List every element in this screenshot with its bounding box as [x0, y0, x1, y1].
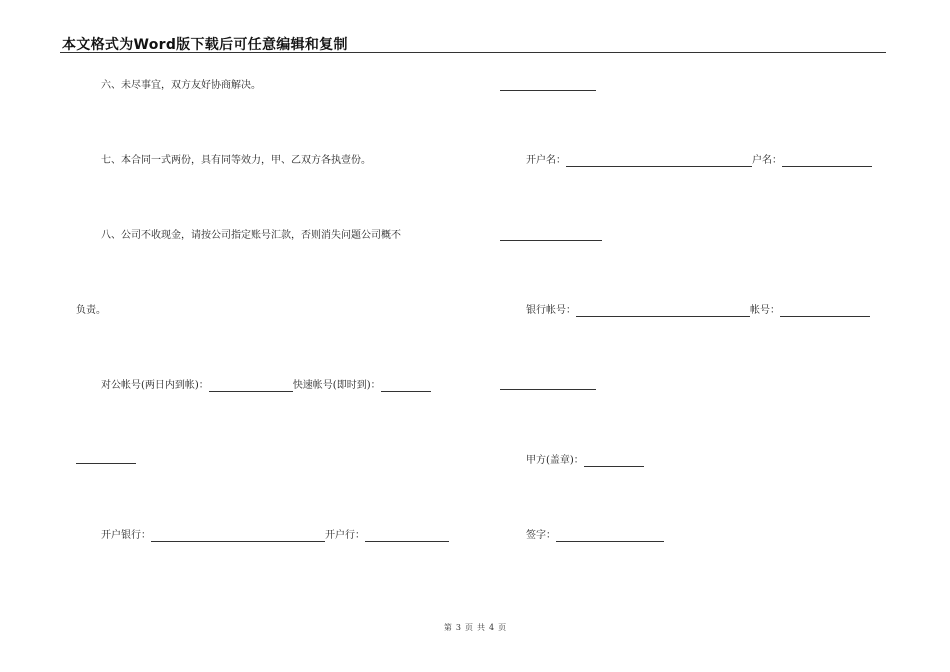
document-header-title: 本文格式为Word版下载后可任意编辑和复制: [62, 37, 348, 53]
account-name-label: 开户名：: [526, 155, 566, 166]
account-name-field[interactable]: [566, 156, 752, 167]
opening-bank-field[interactable]: [151, 531, 325, 542]
clause-7: [101, 155, 371, 167]
opening-branch-label: 开户行：: [325, 530, 365, 541]
bank-account-label: 银行帐号：: [526, 305, 576, 316]
account-no-label: 帐号：: [750, 305, 780, 316]
clause-7-text: 七、本合同一式两份，具有同等效力，甲、乙双方各执壹份。: [101, 155, 371, 166]
page-footer: [0, 622, 950, 633]
clause-8-line-2: [76, 305, 106, 317]
express-account-continuation-field[interactable]: [76, 463, 136, 464]
footer-total-prefix: 共: [477, 623, 485, 632]
bank-account-line: [526, 305, 870, 317]
corporate-account-field[interactable]: [209, 381, 293, 392]
holder-name-field[interactable]: [782, 156, 872, 167]
bank-account-field[interactable]: [576, 306, 750, 317]
express-account-field[interactable]: [381, 381, 431, 392]
account-no-continuation-field[interactable]: [500, 389, 596, 390]
signature-line: [526, 530, 664, 542]
clause-6-text: 六、未尽事宜，双方友好协商解决。: [101, 80, 261, 91]
holder-name-label: 户名：: [752, 155, 782, 166]
account-no-field[interactable]: [780, 306, 870, 317]
footer-prefix: 第: [443, 623, 452, 632]
bank-line: [101, 530, 449, 542]
clause-8-line-1: [101, 230, 401, 242]
party-a-seal-field[interactable]: [584, 456, 644, 467]
clause-8-text-1: 八、公司不收现金，请按公司指定账号汇款，否则消失问题公司概不: [101, 230, 401, 241]
footer-suffix: 页: [498, 623, 507, 632]
opening-branch-field[interactable]: [365, 531, 449, 542]
party-a-line: [526, 455, 644, 467]
account-line: [101, 380, 431, 392]
corporate-account-label: 对公帐号(两日内到帐)：: [101, 380, 209, 391]
clause-8-text-2: 负责。: [76, 305, 106, 316]
holder-name-continuation-field[interactable]: [500, 240, 602, 241]
footer-current-page: 3: [455, 623, 461, 632]
express-account-label: 快速帐号(即时到)：: [292, 380, 381, 391]
account-name-line: [526, 155, 872, 167]
clause-6: [101, 80, 261, 92]
signature-label: 签字：: [526, 530, 556, 541]
party-a-label: 甲方(盖章)：: [526, 455, 584, 466]
footer-total-pages: 4: [489, 623, 495, 632]
signature-field[interactable]: [556, 531, 664, 542]
footer-page-word: 页: [465, 623, 473, 632]
opening-bank-label: 开户银行：: [101, 530, 151, 541]
header-divider: [60, 52, 886, 53]
right-top-field[interactable]: [500, 90, 596, 91]
